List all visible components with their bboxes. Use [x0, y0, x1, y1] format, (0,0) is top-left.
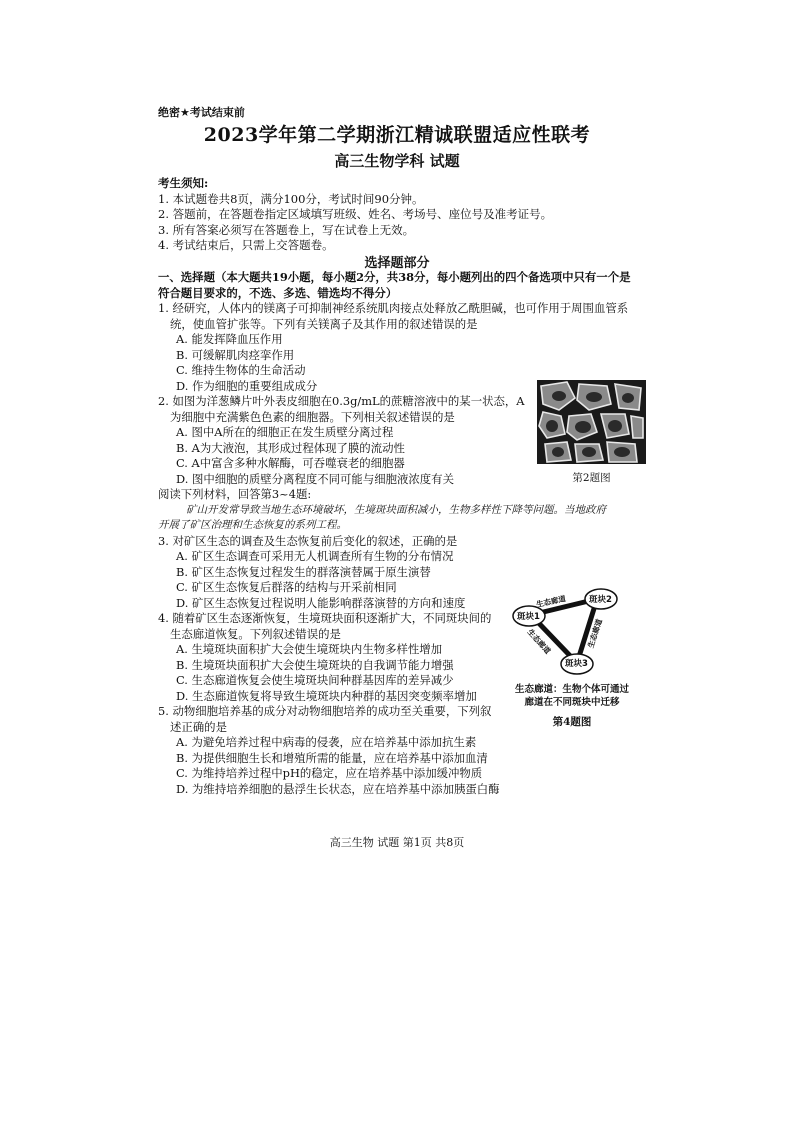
question-2-option: A. 图中A所在的细胞正在发生质壁分离过程 [176, 425, 394, 439]
patch-3-label: 斑块3 [565, 659, 588, 669]
notes-item: 2. 答题前，在答题卷指定区域填写班级、姓名、考场号、座位号及准考证号。 [158, 207, 553, 221]
question-4-option: D. 生态廊道恢复将导致生境斑块内种群的基因突变频率增加 [176, 688, 477, 703]
question-5-option: A. 为避免培养过程中病毒的侵袭，应在培养基中添加抗生素 [176, 735, 477, 749]
question-4-stem-cont: 生态廊道恢复。下列叙述错误的是 [170, 626, 341, 641]
corridor-label-left: 生态廊道 [525, 627, 553, 656]
question-2-option: B. A为大液泡，其形成过程体现了膜的流动性 [176, 440, 405, 455]
notes-heading: 考生须知: [158, 176, 209, 190]
section-title: 选择题部分 [364, 256, 430, 271]
part-instructions: 一、选择题（本大题共19小题，每小题2分，共38分，每小题列出的四个备选项中只有一个是 [158, 270, 631, 284]
question-5-option: B. 为提供细胞生长和增殖所需的能量，应在培养基中添加血清 [176, 750, 488, 765]
notes-item: 4. 考试结束后，只需上交答题卷。 [158, 238, 334, 252]
notes-item: 1. 本试题卷共8页，满分100分，考试时间90分钟。 [158, 191, 424, 206]
question-1-option: B. 可缓解肌肉痉挛作用 [176, 347, 295, 362]
question-2-option: C. A中富含多种水解酶，可吞噬衰老的细胞器 [176, 456, 405, 470]
material-text: 矿山开发常导致当地生态环境破坏，生境斑块面积减小，生物多样性下降等问题。当地政府 [186, 503, 606, 516]
question-3-option: D. 矿区生态恢复过程说明人能影响群落演替的方向和速度 [176, 595, 466, 610]
question-5-option: C. 为维持培养过程中pH的稳定，应在培养基中添加缓冲物质 [176, 766, 483, 780]
exam-subtitle: 高三生物学科 试题 [334, 152, 460, 170]
part-instructions-cont: 符合题目要求的，不选、多选、错选均不得分） [158, 285, 398, 300]
figure-4-note-line: 廊道在不同斑块中迁移 [524, 697, 620, 708]
question-3-option: A. 矿区生态调查可采用无人机调查所有生物的分布情况 [176, 549, 454, 563]
patch-2-label: 斑块2 [589, 595, 612, 605]
question-4-stem: 4. 随着矿区生态逐渐恢复，生境斑块面积逐渐扩大，不同斑块间的 [158, 611, 492, 625]
question-1-option: D. 作为细胞的重要组成成分 [176, 378, 318, 393]
candidate-notes [158, 176, 552, 254]
question-2-stem-cont: 为细胞中充满紫色色素的细胞器。下列相关叙述错误的是 [170, 409, 455, 424]
corridor-label-right: 生态廊道 [586, 617, 604, 650]
figure-4-caption: 第4题图 [552, 716, 592, 728]
figure-4-note [508, 683, 636, 709]
question-4-option: B. 生境斑块面积扩大会使生境斑块的自我调节能力增强 [176, 657, 454, 672]
onion-cell-micrograph [537, 380, 646, 464]
corridor-label-top: 生态廊道 [535, 593, 567, 610]
confidential-mark: 绝密★考试结束前 [158, 106, 245, 119]
question-3-option: C. 矿区生态恢复后群落的结构与开采前相同 [176, 580, 397, 594]
question-3-option: B. 矿区生态恢复过程发生的群落演替属于原生演替 [176, 564, 431, 579]
question-1-option: C. 维持生物体的生命活动 [176, 363, 306, 377]
material-text-cont: 开展了矿区治理和生态恢复的系列工程。 [158, 519, 347, 531]
figure-4-note-line: 生态廊道：生物个体可通过 [514, 684, 629, 695]
material-intro: 阅读下列材料，回答第3~4题: [158, 487, 312, 501]
question-5-option: D. 为维持培养细胞的悬浮生长状态，应在培养基中添加胰蛋白酶 [176, 781, 500, 796]
page-footer: 高三生物 试题 第1页 共8页 [329, 836, 465, 849]
question-3-stem: 3. 对矿区生态的调查及生态恢复前后变化的叙述，正确的是 [158, 533, 458, 548]
question-4-option: C. 生态廊道恢复会使生境斑块间种群基因库的差异减少 [176, 673, 454, 687]
question-2-stem: 2. 如图为洋葱鳞片叶外表皮细胞在0.3g/mL的蔗糖溶液中的某一状态，A [158, 394, 525, 408]
question-1-option: A. 能发挥降血压作用 [176, 332, 283, 346]
question-1-stem: 1. 经研究，人体内的镁离子可抑制神经系统肌肉接点处释放乙酰胆碱，也可作用于周围血管系 [158, 301, 629, 315]
question-4-option: A. 生境斑块面积扩大会使生境斑块内生物多样性增加 [176, 642, 443, 656]
notes-item: 3. 所有答案必须写在答题卷上，写在试卷上无效。 [158, 222, 415, 237]
question-5-stem: 5. 动物细胞培养基的成分对动物细胞培养的成功至关重要，下列叙 [158, 704, 492, 718]
question-1-stem-cont: 统，使血管扩张等。下列有关镁离子及其作用的叙述错误的是 [170, 316, 478, 331]
exam-title: 2023学年第二学期浙江精诚联盟适应性联考 [203, 124, 591, 146]
figure-2-caption: 第2题图 [572, 472, 611, 484]
question-2-option: D. 图中细胞的质壁分离程度不同可能与细胞液浓度有关 [176, 471, 454, 486]
patch-1-label: 斑块1 [517, 612, 540, 622]
question-5-stem-cont: 述正确的是 [170, 719, 227, 734]
